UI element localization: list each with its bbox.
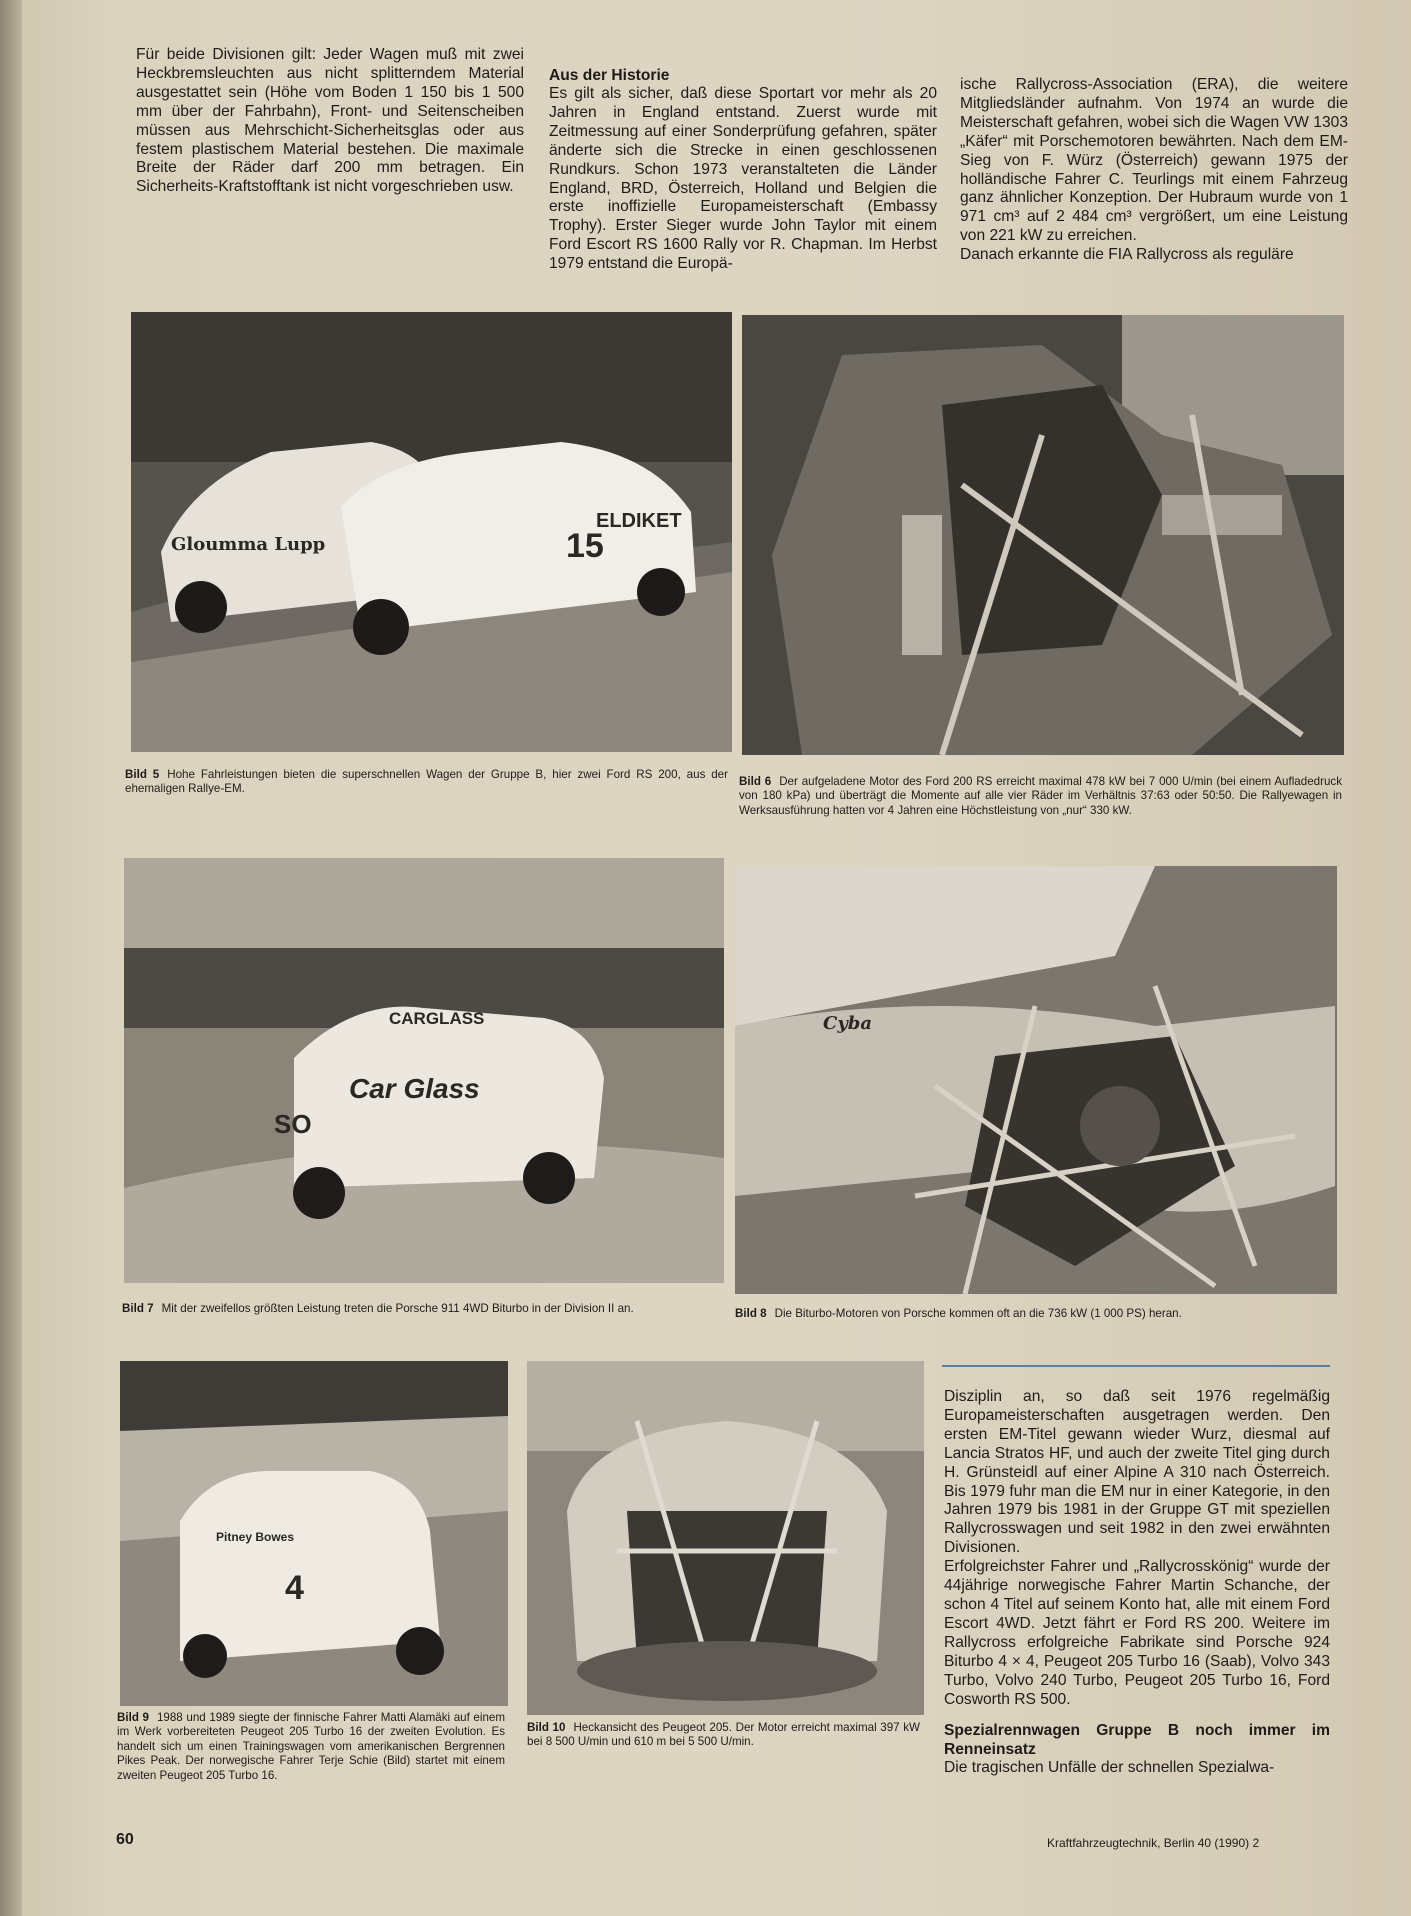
caption-bild-9 <box>117 1711 505 1783</box>
caption-bild-6 <box>739 775 1342 818</box>
photo-text: 15 <box>566 527 604 565</box>
paragraph: Danach erkannte die FIA Rallycross als reguläre <box>960 246 1294 264</box>
figure-label: Bild 7 <box>122 1302 154 1315</box>
journal-reference: Kraftfahrzeugtechnik, Berlin 40 (1990) 2 <box>1047 1836 1260 1850</box>
figure-caption: Die Biturbo-Motoren von Porsche kommen oft an die 736 kW (1 000 PS) heran. <box>774 1307 1182 1320</box>
caption-bild-7 <box>122 1302 726 1316</box>
photo-text: 4 <box>285 1569 304 1607</box>
binding-shadow <box>0 0 22 1916</box>
paragraph: Für beide Divisionen gilt: Jeder Wagen muß mit zwei Heckbremsleuchten aus nicht splitterndem Material ausgestattet sein (Höhe vom Boden 1 150 bis 1 500 mm über der Fahrbahn), Front- und Seitenscheiben müssen aus Mehrschicht-Sicherheitsglas oder aus festem plastischem Material bestehen. Die maximale Breite der Räder darf 200 mm betragen. Ein Sicherheits-Kraftstofftank ist nicht vorgeschrieben usw. <box>136 46 524 196</box>
photo-text: Pitney Bowes <box>216 1530 295 1544</box>
photo-porsche-911 <box>124 858 724 1283</box>
figure-caption: Hohe Fahrleistungen bieten die superschnellen Wagen der Gruppe B, hier zwei Ford RS 200, aus der ehemaligen Rallye-EM. <box>125 768 728 796</box>
figure-caption: Der aufgeladene Motor des Ford 200 RS erreicht maximal 478 kW bei 7 000 U/min (bei einem Aufladedruck von 180 kPa) und überträgt die Momente auf alle vier Räder im Verhältnis 37:63 oder 50:50. Die Rallyewagen in Werksausführung hatten vor 4 Jahren eine Höchstleistung von „nur“ 330 kW. <box>739 775 1342 817</box>
figure-caption: Mit der zweifellos größten Leistung treten die Porsche 911 4WD Biturbo in der Division II an. <box>161 1302 634 1315</box>
figure-label: Bild 6 <box>739 775 772 788</box>
section-heading: Aus der Historie <box>549 67 670 84</box>
paragraph: ische Rallycross-Association (ERA), die weitere Mitgliedsländer aufnahm. Von 1974 an wurde die Meisterschaft gefahren, wobei sich die Wagen VW 1303 „Käfer“ mit Porschemotoren bewährten. Nach dem EM-Sieg von F. Würz (Österreich) gewann 1975 der holländische Fahrer C. Teurlings mit einem Fahrzeug ganz ähnlicher Konzeption. Der Hubraum wurde von 1 971 cm³ auf 2 484 cm³ vergrößert, um eine Leistung von 221 kW zu erreichen. <box>960 76 1348 245</box>
text-column-middle <box>549 66 937 274</box>
text-column-left <box>136 46 524 197</box>
photo-text: SO <box>274 1109 312 1139</box>
figure-label: Bild 10 <box>527 1721 566 1734</box>
photo-ford-rs200-pair <box>131 312 732 752</box>
figure-label: Bild 8 <box>735 1307 767 1320</box>
figure-caption: Heckansicht des Peugeot 205. Der Motor erreicht maximal 397 kW bei 8 500 U/min und 610 m bei 5 500 U/min. <box>527 1721 921 1749</box>
photo-text: Cyba <box>823 1013 873 1034</box>
text-column-lower-right <box>944 1388 1330 1778</box>
caption-bild-10 <box>527 1721 920 1750</box>
section-heading: Spezialrennwagen Gruppe B noch immer im Renneinsatz <box>944 1722 1330 1759</box>
paragraph: Erfolgreichster Fahrer und „Rallycrosskönig“ wurde der 44jährige norwegische Fahrer Martin Schanche, der schon 4 Titel auf seinem Konto hat, alle mit einem Ford Escort 4WD. Jetzt fährt er Ford RS 200. Weitere im Rallycross erfolgreiche Fabrikate sind Porsche 924 Biturbo 4 × 4, Peugeot 205 Turbo 16 (Saab), Volvo 343 Turbo, Volvo 240 Turbo, Peugeot 205 Turbo 16, Ford Cosworth RS 500. <box>944 1558 1330 1708</box>
photo-text: ELDIKET <box>596 510 682 532</box>
figure-label: Bild 9 <box>117 1711 149 1724</box>
photo-text: Gloumma Lupp <box>171 534 326 555</box>
column-rule <box>942 1365 1330 1367</box>
photo-porsche-biturbo-engine <box>735 866 1337 1294</box>
caption-bild-5 <box>125 768 728 797</box>
figure-label: Bild 5 <box>125 768 160 781</box>
text-column-right <box>960 76 1348 265</box>
paragraph: Die tragischen Unfälle der schnellen Spezialwa- <box>944 1759 1275 1777</box>
figure-caption: 1988 und 1989 siegte der finnische Fahrer Matti Alamäki auf einem im Werk vorbereiteten Peugeot 205 Turbo 16 der zweiten Evolution. Es handelt sich um einen Trainingswagen vom amerikanischen Bergrennen Pikes Peak. Der norwegische Fahrer Terje Schie (Bild) startet mit einem zweiten Peugeot 205 Turbo 16. <box>117 1711 505 1782</box>
caption-bild-8 <box>735 1307 1339 1321</box>
photo-peugeot-205-rear <box>527 1361 924 1715</box>
page-number: 60 <box>116 1831 134 1848</box>
paragraph: Es gilt als sicher, daß diese Sportart vor mehr als 20 Jahren in England entstand. Zuerst wurde mit Zeitmessung auf einer Sonderprüfung gefahren, später änderte sich die Strecke in einen geschlossenen Rundkurs. Schon 1973 veranstalteten die Länder England, BRD, Österreich, Holland und Belgien die erste inoffizielle Europameisterschaft (Embassy Trophy). Erster Sieger wurde John Taylor mit einem Ford Escort RS 1600 Rally vor R. Chapman. Im Herbst 1979 entstand die Europä- <box>549 85 937 273</box>
photo-text: Car Glass <box>349 1073 480 1104</box>
photo-ford-engine <box>742 315 1344 755</box>
paragraph: Disziplin an, so daß seit 1976 regelmäßig Europameisterschaften ausgetragen werden. Den ersten EM-Titel gewann wieder Wurz, diesmal auf Lancia Stratos HF, und auch der zweite Titel ging durch H. Grünsteidl auf einer Alpine A 310 nach Österreich. Bis 1979 fuhr man die EM nur in einer Kategorie, in den Jahren 1979 bis 1981 in der Gruppe GT mit speziellen Rallycrosswagen und seit 1982 in den zwei erwähnten Divisionen. <box>944 1388 1330 1557</box>
photo-text: CARGLASS <box>389 1009 485 1028</box>
photo-peugeot-205-front <box>120 1361 508 1706</box>
